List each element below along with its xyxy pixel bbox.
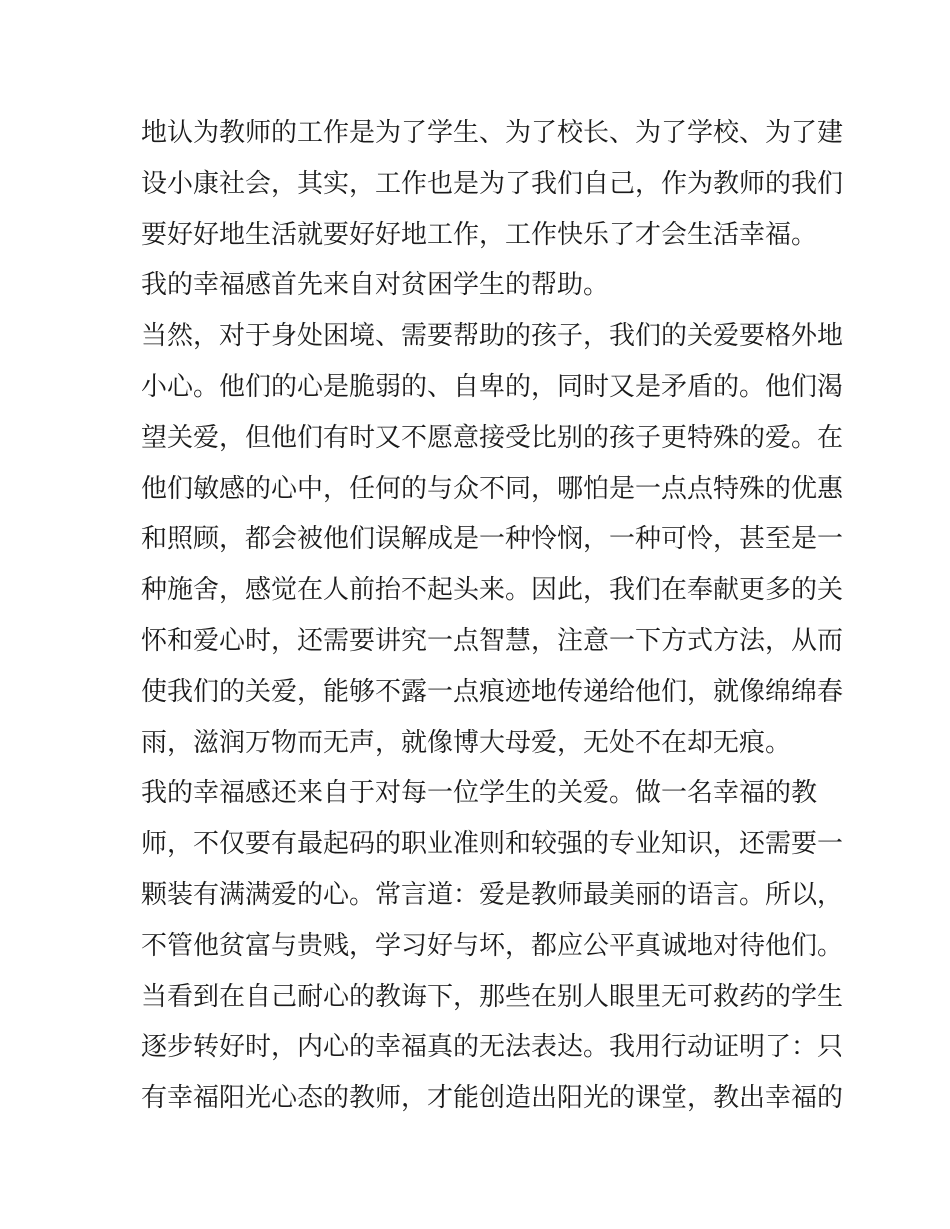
text-line: 怀和爱心时，还需要讲究一点智慧，注意一下方式方法，从而 [141, 625, 844, 656]
text-line: 颗装有满满爱的心。常言道：爱是教师最美丽的语言。所以， [141, 879, 844, 910]
text-line: 设小康社会，其实，工作也是为了我们自己，作为教师的我们 [141, 168, 844, 199]
text-line: 他们敏感的心中，任何的与众不同，哪怕是一点点特殊的优惠 [141, 473, 844, 504]
body-text [141, 108, 844, 1124]
text-line: 望关爱，但他们有时又不愿意接受比别的孩子更特殊的爱。在 [141, 422, 844, 453]
text-line: 种施舍，感觉在人前抬不起头来。因此，我们在奉献更多的关 [141, 575, 844, 606]
text-line: 逐步转好时，内心的幸福真的无法表达。我用行动证明了：只 [141, 1032, 844, 1063]
text-line: 和照顾，都会被他们误解成是一种怜悯，一种可怜，甚至是一 [141, 524, 844, 555]
text-line: 不管他贫富与贵贱，学习好与坏，都应公平真诚地对待他们。 [141, 930, 844, 961]
text-line: 当然，对于身处困境、需要帮助的孩子，我们的关爱要格外地 [141, 321, 844, 352]
text-line: 小心。他们的心是脆弱的、自卑的，同时又是矛盾的。他们渴 [141, 371, 844, 402]
text-line: 地认为教师的工作是为了学生、为了校长、为了学校、为了建 [141, 118, 844, 148]
text-line: 使我们的关爱，能够不露一点痕迹地传递给他们，就像绵绵春 [141, 676, 844, 707]
text-line: 我的幸福感首先来自对贫困学生的帮助。 [141, 270, 610, 301]
text-line: 雨，滋润万物而无声，就像博大母爱，无处不在却无痕。 [141, 727, 792, 758]
text-line: 我的幸福感还来自于对每一位学生的关爱。做一名幸福的教 [141, 778, 818, 809]
text-line: 师，不仅要有最起码的职业准则和较强的专业知识，还需要一 [141, 829, 844, 860]
text-line: 当看到在自己耐心的教诲下，那些在别人眼里无可救药的学生 [141, 981, 844, 1012]
text-line: 要好好地生活就要好好地工作，工作快乐了才会生活幸福。 [141, 219, 818, 250]
text-line: 有幸福阳光心态的教师，才能创造出阳光的课堂，教出幸福的 [141, 1083, 844, 1114]
